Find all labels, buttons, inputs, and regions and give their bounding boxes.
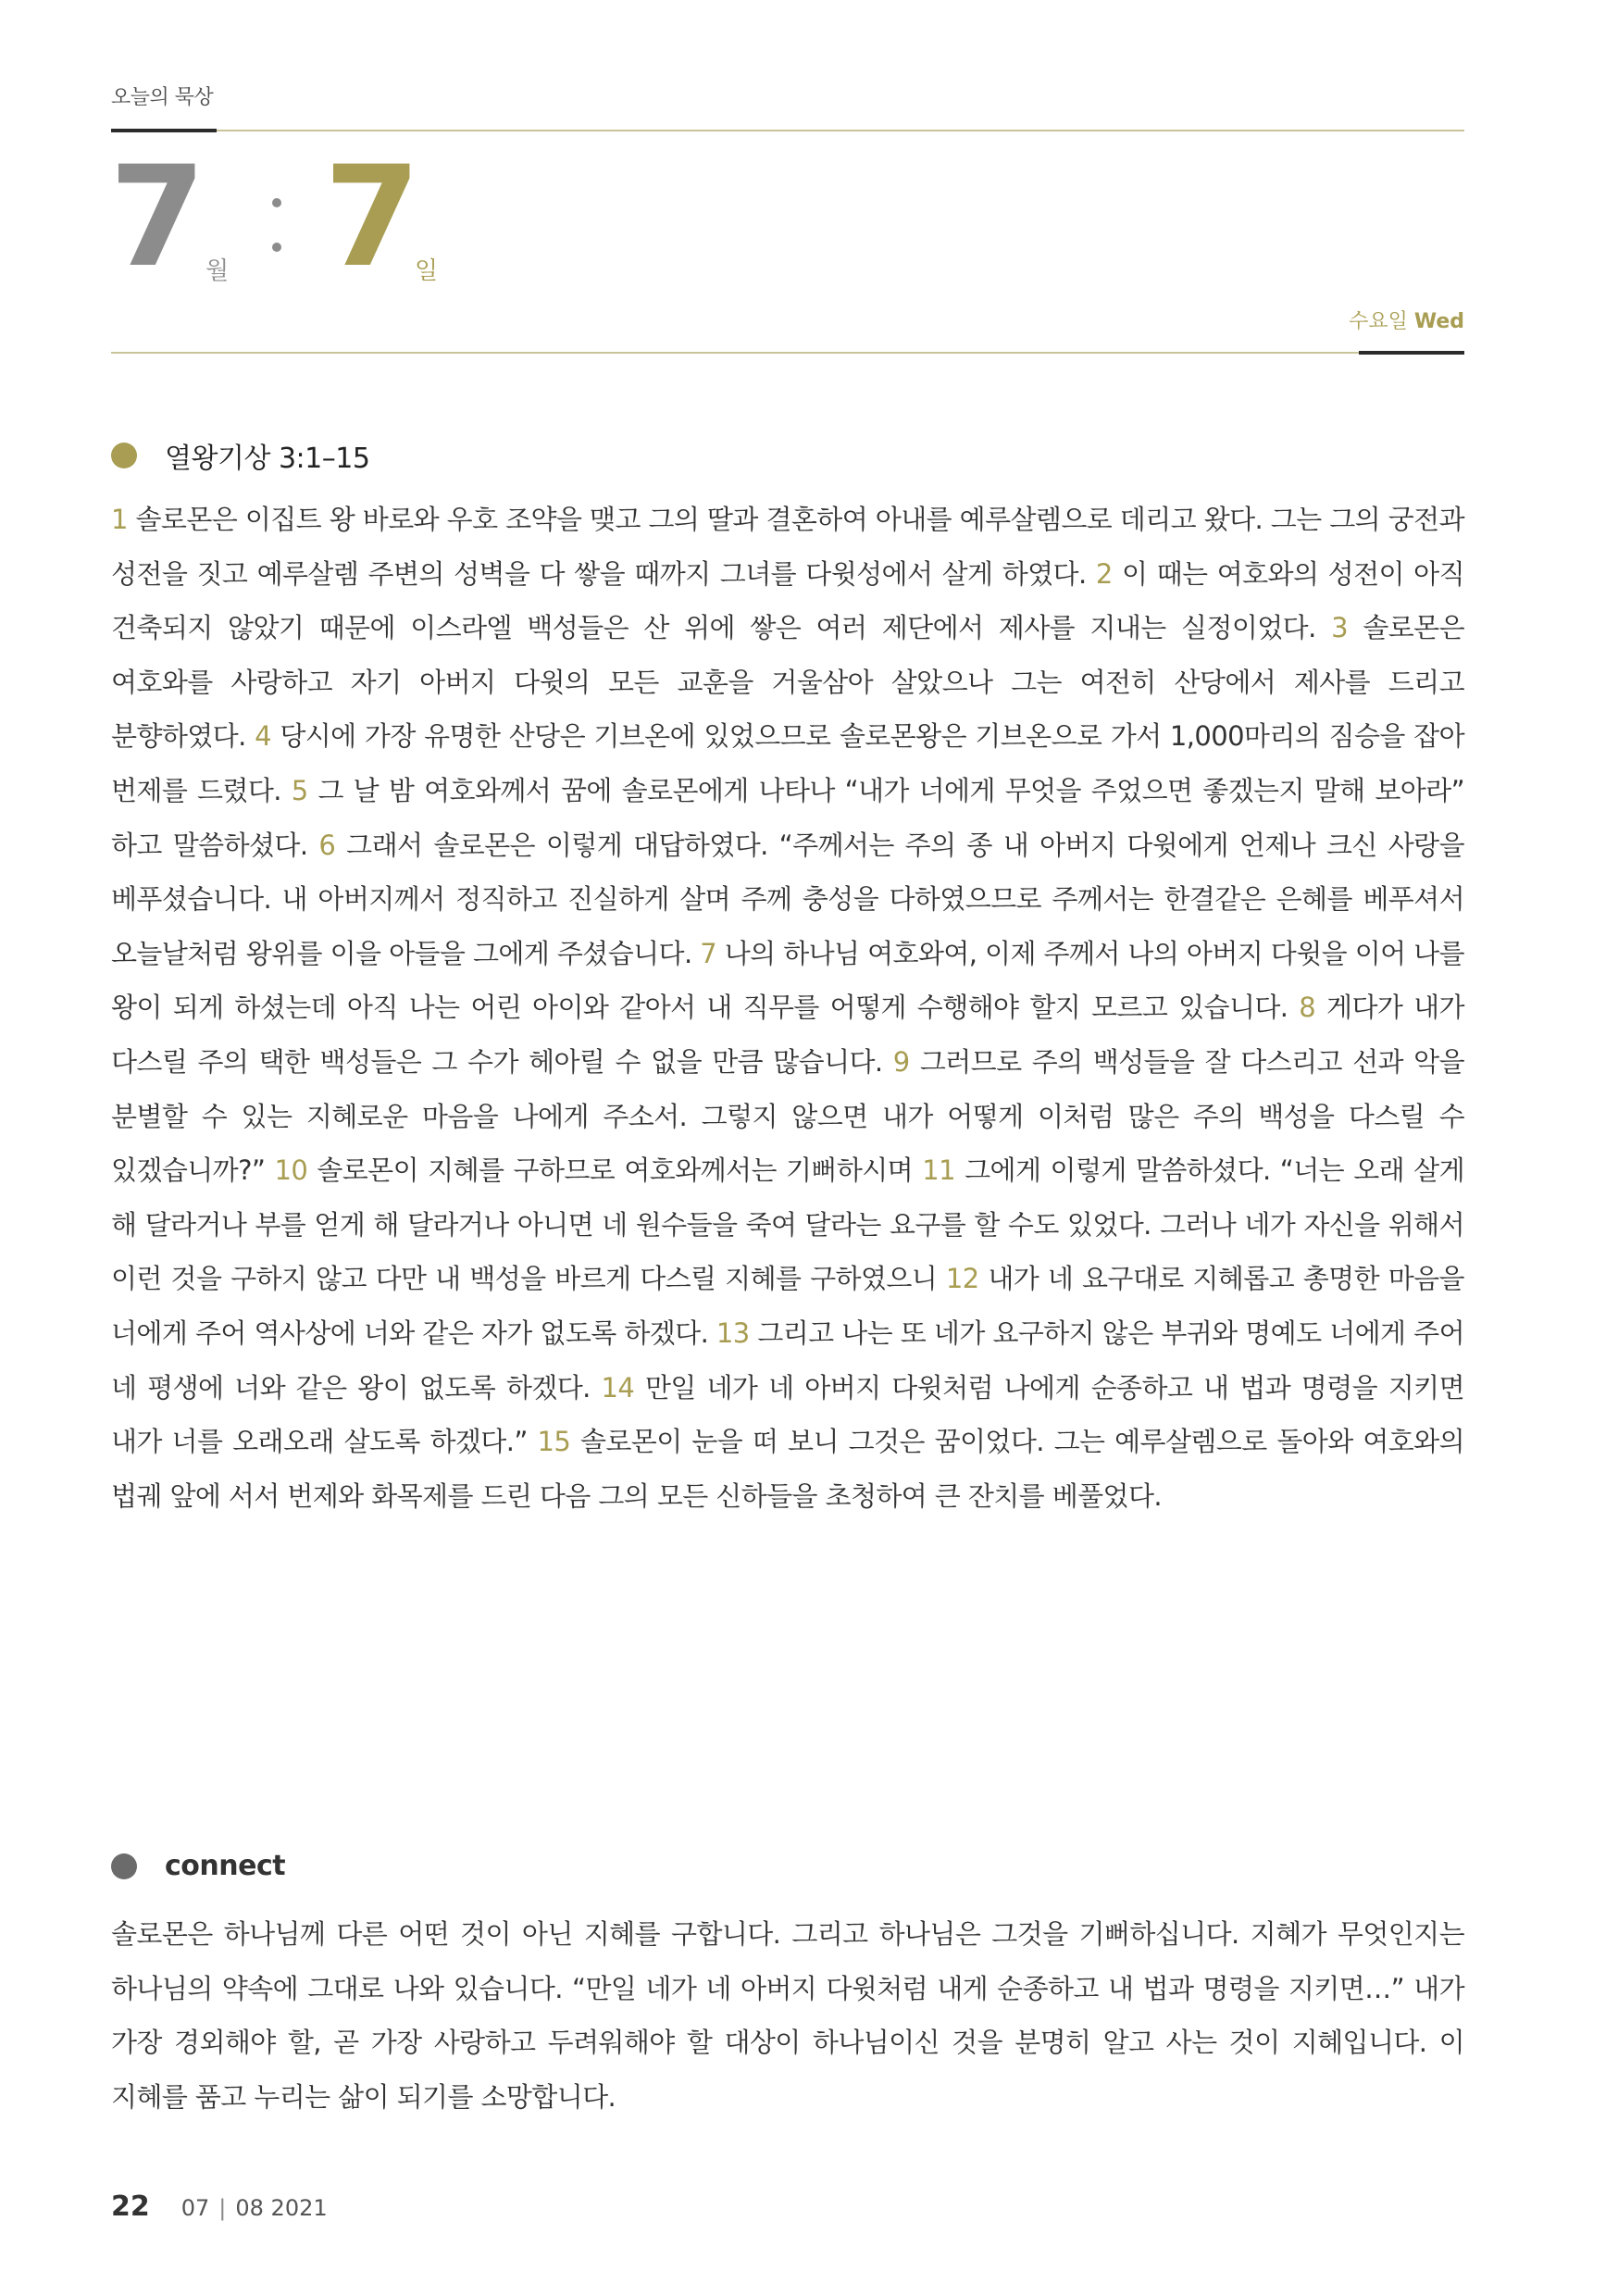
connect-heading	[111, 1850, 285, 1882]
verse-number: 10	[274, 1154, 308, 1187]
verse-text: 당시에 가장 유명한 산당은 기브온에 있었으므로 솔로몬왕은 기브온으로 가서 1,000마리의 짐승을 잡아 번제를 드렸다.	[111, 720, 1464, 806]
verse-number: 7	[700, 937, 717, 969]
verse-text: 그래서 솔로몬은 이렇게 대답하였다. “주께서는 주의 종 내 아버지 다윗에게 언제나 크신 사랑을 베푸셨습니다. 내 아버지께서 정직하고 진실하게 살며 주께 충성을 다하였으므로 주께서는 한결같은 은혜를 베푸셔서 오늘날처럼 왕위를 이을 아들을 그에게 주셨습니다.	[111, 829, 1464, 969]
verse-text: 그 날 밤 여호와께서 꿈에 솔로몬에게 나타나 “내가 너에게 무엇을 주었으면 좋겠는지 말해 보아라” 하고 말씀하셨다.	[111, 774, 1464, 861]
date-day-unit: 일	[415, 257, 439, 285]
bullet-dot-icon	[111, 1853, 137, 1879]
footer-separator: |	[218, 2195, 227, 2221]
connect-text: 솔로몬은 하나님께 다른 어떤 것이 아닌 지혜를 구합니다. 그리고 하나님은 그것을 기뻐하십니다. 지혜가 무엇인지는 하나님의 약속에 그대로 나와 있습니다. “만일 네가 네 아버지 다윗처럼 내게 순종하고 내 법과 명령을 지키면…” 내가 가장 경외해야 할, 곧 가장 사랑하고 두려워해야 할 대상이 하나님이신 것을 분명히 알고 사는 것이 지혜입니다. 이 지혜를 품고 누리는 삶이 되기를 소망합니다.	[111, 1918, 1464, 2113]
bullet-dot-icon	[111, 443, 137, 468]
verse-text: 솔로몬은 이집트 왕 바로와 우호 조약을 맺고 그의 딸과 결혼하여 아내를 예루살렘으로 데리고 왔다. 그는 그의 궁전과 성전을 짓고 예루살렘 주변의 성벽을 다 쌓을 때까지 그녀를 다윗성에서 살게 하였다.	[111, 504, 1464, 590]
date-divider	[111, 352, 1464, 354]
section-label: 오늘의 묵상	[111, 86, 214, 109]
verse-number: 2	[1095, 557, 1113, 590]
date-month-unit: 월	[205, 257, 230, 285]
scripture-text	[111, 493, 1464, 1523]
verse-text: 이 때는 여호와의 성전이 아직 건축되지 않았기 때문에 이스라엘 백성들은 산 위에 쌓은 여러 제단에서 제사를 지내는 실정이었다.	[111, 557, 1464, 644]
weekday	[1349, 306, 1464, 334]
verse-text: 그리고 나는 또 네가 요구하지 않은 부귀와 명예도 너에게 주어 네 평생에 너와 같은 왕이 없도록 하겠다.	[111, 1316, 1464, 1404]
verse-text: 내가 네 요구대로 지혜롭고 총명한 마음을 너에게 주어 역사상에 너와 같은 자가 없도록 하겠다.	[111, 1263, 1464, 1349]
date-divider-accent	[1359, 351, 1464, 355]
verse-number: 12	[945, 1263, 979, 1295]
verse-number: 9	[892, 1045, 910, 1078]
verse-number: 15	[537, 1426, 571, 1458]
verse-text: 나의 하나님 여호와여, 이제 주께서 나의 아버지 다윗을 이어 나를 왕이 되게 하셨는데 아직 나는 어린 아이와 같아서 내 직무를 어떻게 수행해야 할지 모르고 있습니다.	[111, 937, 1464, 1024]
verse-text: 솔로몬이 눈을 떠 보니 그것은 꿈이었다. 그는 예루살렘으로 돌아와 여호와의 법궤 앞에 서서 번제와 화목제를 드린 다음 그의 모든 신하들을 초청하여 큰 잔치를 베풀었다.	[111, 1426, 1464, 1512]
verse-text: 게다가 내가 다스릴 주의 택한 백성들은 그 수가 헤아릴 수 없을 만큼 많습니다.	[111, 992, 1464, 1078]
date-month: 7	[109, 137, 206, 298]
top-divider	[111, 130, 1464, 131]
weekday-en: Wed	[1413, 310, 1464, 333]
verse-text: 만일 네가 네 아버지 다윗처럼 나에게 순종하고 내 법과 명령을 지키면 내가 너를 오래오래 살도록 하겠다.”	[111, 1371, 1464, 1458]
verse-number: 4	[255, 720, 271, 753]
date-day: 7	[324, 137, 421, 298]
page-footer	[111, 2190, 328, 2223]
date-colon	[272, 198, 281, 287]
scripture-heading	[111, 435, 369, 476]
verse-number: 5	[291, 774, 308, 806]
verse-number: 13	[716, 1316, 750, 1349]
verse-number: 3	[1331, 612, 1348, 644]
verse-number: 6	[318, 829, 336, 861]
verse-text: 그러므로 주의 백성들을 잘 다스리고 선과 악을 분별할 수 있는 지혜로운 마음을 나에게 주소서. 그렇지 않으면 내가 어떻게 이처럼 많은 주의 백성을 다스릴 수 있겠습니까?”	[111, 1045, 1464, 1187]
verse-number: 14	[601, 1371, 635, 1404]
verse-text: 그에게 이렇게 말씀하셨다. “너는 오래 살게 해 달라거나 부를 얻게 해 달라거나 아니면 네 원수들을 죽여 달라는 요구를 할 수도 있었다. 그러나 네가 자신을 위해서 이런 것을 구하지 않고 다만 내 백성을 바르게 다스릴 지혜를 구하였으니	[111, 1154, 1465, 1295]
verse-text: 솔로몬은 여호와를 사랑하고 자기 아버지 다윗의 모든 교훈을 거울삼아 살았으나 그는 여전히 산당에서 제사를 드리고 분향하였다.	[111, 612, 1465, 753]
footer-issue: 08 2021	[235, 2195, 328, 2221]
verse-text: 솔로몬이 지혜를 구하므로 여호와께서는 기뻐하시며	[317, 1154, 914, 1187]
top-divider-accent	[111, 129, 217, 132]
weekday-ko: 수요일	[1349, 310, 1408, 333]
footer-month: 07	[180, 2195, 210, 2221]
page-number: 22	[111, 2190, 150, 2223]
connect-label: connect	[165, 1850, 286, 1882]
verse-number: 11	[922, 1154, 955, 1187]
verse-number: 8	[1299, 992, 1316, 1024]
verse-number: 1	[111, 504, 128, 535]
scripture-reference: 열왕기상 3:1–15	[165, 443, 370, 475]
